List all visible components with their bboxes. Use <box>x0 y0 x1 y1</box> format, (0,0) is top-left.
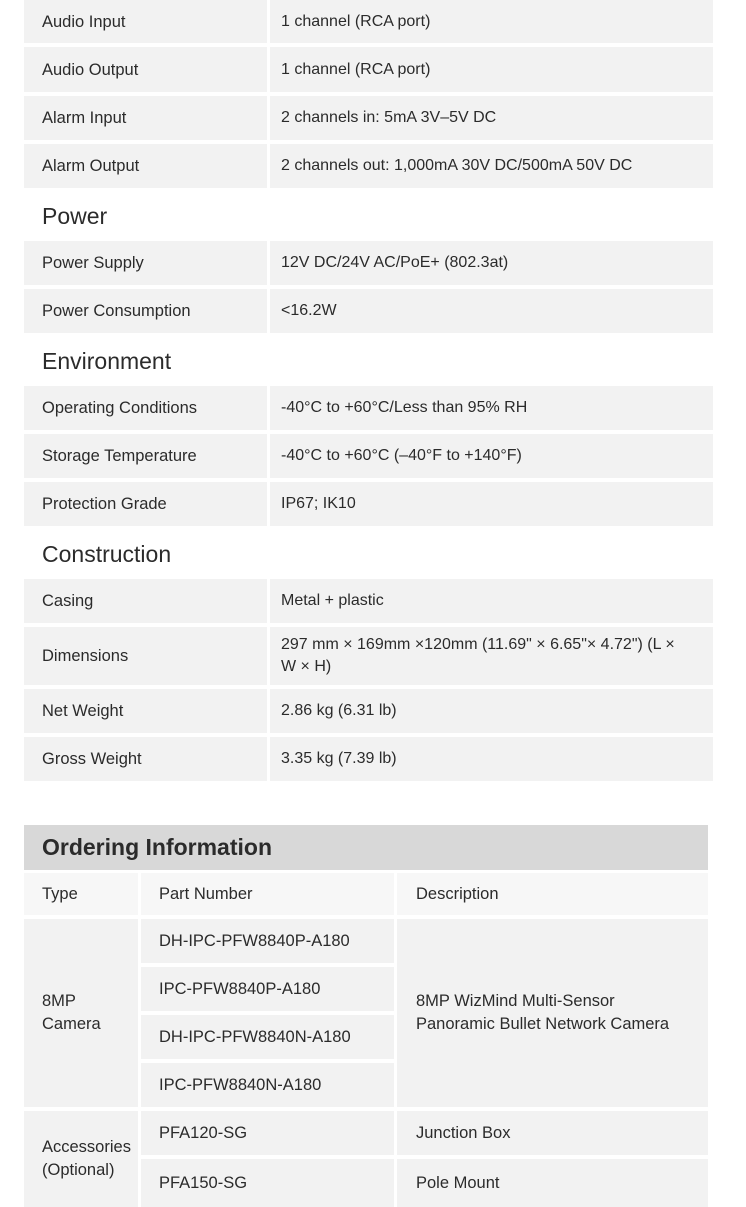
spec-row-storage-temperature <box>24 434 713 478</box>
spec-label: Operating Conditions <box>24 386 267 430</box>
spec-value: 2 channels out: 1,000mA 30V DC/500mA 50V DC <box>270 144 713 188</box>
spec-value: Metal + plastic <box>270 579 713 623</box>
spec-value: 12V DC/24V AC/PoE+ (802.3at) <box>270 241 713 285</box>
spec-value: 1 channel (RCA port) <box>270 47 713 92</box>
ordering-part-number: IPC-PFW8840N-A180 <box>141 1063 394 1107</box>
spec-row-casing <box>24 579 713 623</box>
ordering-description-camera: 8MP WizMind Multi-Sensor Panoramic Bullet Network Camera <box>397 919 708 1107</box>
spec-row-audio-output <box>24 47 713 92</box>
section-heading-construction: Construction <box>42 541 172 567</box>
ordering-part-number: PFA120-SG <box>141 1111 394 1155</box>
section-heading-environment: Environment <box>42 348 172 374</box>
spec-value: <16.2W <box>270 289 713 333</box>
ordering-information-title: Ordering Information <box>24 825 708 870</box>
spec-label: Power Consumption <box>24 289 267 333</box>
ordering-part-number: DH-IPC-PFW8840P-A180 <box>141 919 394 963</box>
ordering-type-accessories: Accessories (Optional) <box>24 1111 138 1207</box>
spec-label: Power Supply <box>24 241 267 285</box>
spec-row-alarm-input <box>24 96 713 140</box>
spec-label: Dimensions <box>24 627 267 685</box>
ordering-description: Pole Mount <box>397 1159 708 1207</box>
spec-label: Net Weight <box>24 689 267 733</box>
spec-row-power-supply <box>24 241 713 285</box>
spec-label: Audio Input <box>24 0 267 43</box>
spec-label: Storage Temperature <box>24 434 267 478</box>
spec-value: 2.86 kg (6.31 lb) <box>270 689 713 733</box>
ordering-part-number: DH-IPC-PFW8840N-A180 <box>141 1015 394 1059</box>
spec-value: -40°C to +60°C/Less than 95% RH <box>270 386 713 430</box>
section-heading-power: Power <box>42 203 108 229</box>
spec-value: 3.35 kg (7.39 lb) <box>270 737 713 781</box>
spec-row-net-weight <box>24 689 713 733</box>
spec-row-dimensions <box>24 627 713 685</box>
spec-row-gross-weight <box>24 737 713 781</box>
ordering-header-part-number: Part Number <box>141 873 394 915</box>
spec-value: IP67; IK10 <box>270 482 713 526</box>
ordering-part-number: IPC-PFW8840P-A180 <box>141 967 394 1011</box>
spec-label: Audio Output <box>24 47 267 92</box>
spec-value: 297 mm × 169mm ×120mm (11.69" × 6.65"× 4.72") (L × W × H) <box>270 627 713 685</box>
ordering-part-number: PFA150-SG <box>141 1159 394 1207</box>
spec-label: Protection Grade <box>24 482 267 526</box>
ordering-header-description: Description <box>397 873 708 915</box>
ordering-type-camera: 8MP Camera <box>24 919 138 1107</box>
spec-label: Alarm Input <box>24 96 267 140</box>
spec-row-operating-conditions <box>24 386 713 430</box>
spec-label: Gross Weight <box>24 737 267 781</box>
spec-table <box>24 0 713 790</box>
spec-row-audio-input <box>24 0 713 43</box>
spec-row-alarm-output <box>24 144 713 188</box>
ordering-description: Junction Box <box>397 1111 708 1155</box>
spec-label: Casing <box>24 579 267 623</box>
ordering-header-type: Type <box>24 873 138 915</box>
spec-value: 2 channels in: 5mA 3V–5V DC <box>270 96 713 140</box>
spec-value: -40°C to +60°C (–40°F to +140°F) <box>270 434 713 478</box>
spec-label: Alarm Output <box>24 144 267 188</box>
spec-row-protection-grade <box>24 482 713 526</box>
spec-row-power-consumption <box>24 289 713 333</box>
spec-value: 1 channel (RCA port) <box>270 0 713 43</box>
